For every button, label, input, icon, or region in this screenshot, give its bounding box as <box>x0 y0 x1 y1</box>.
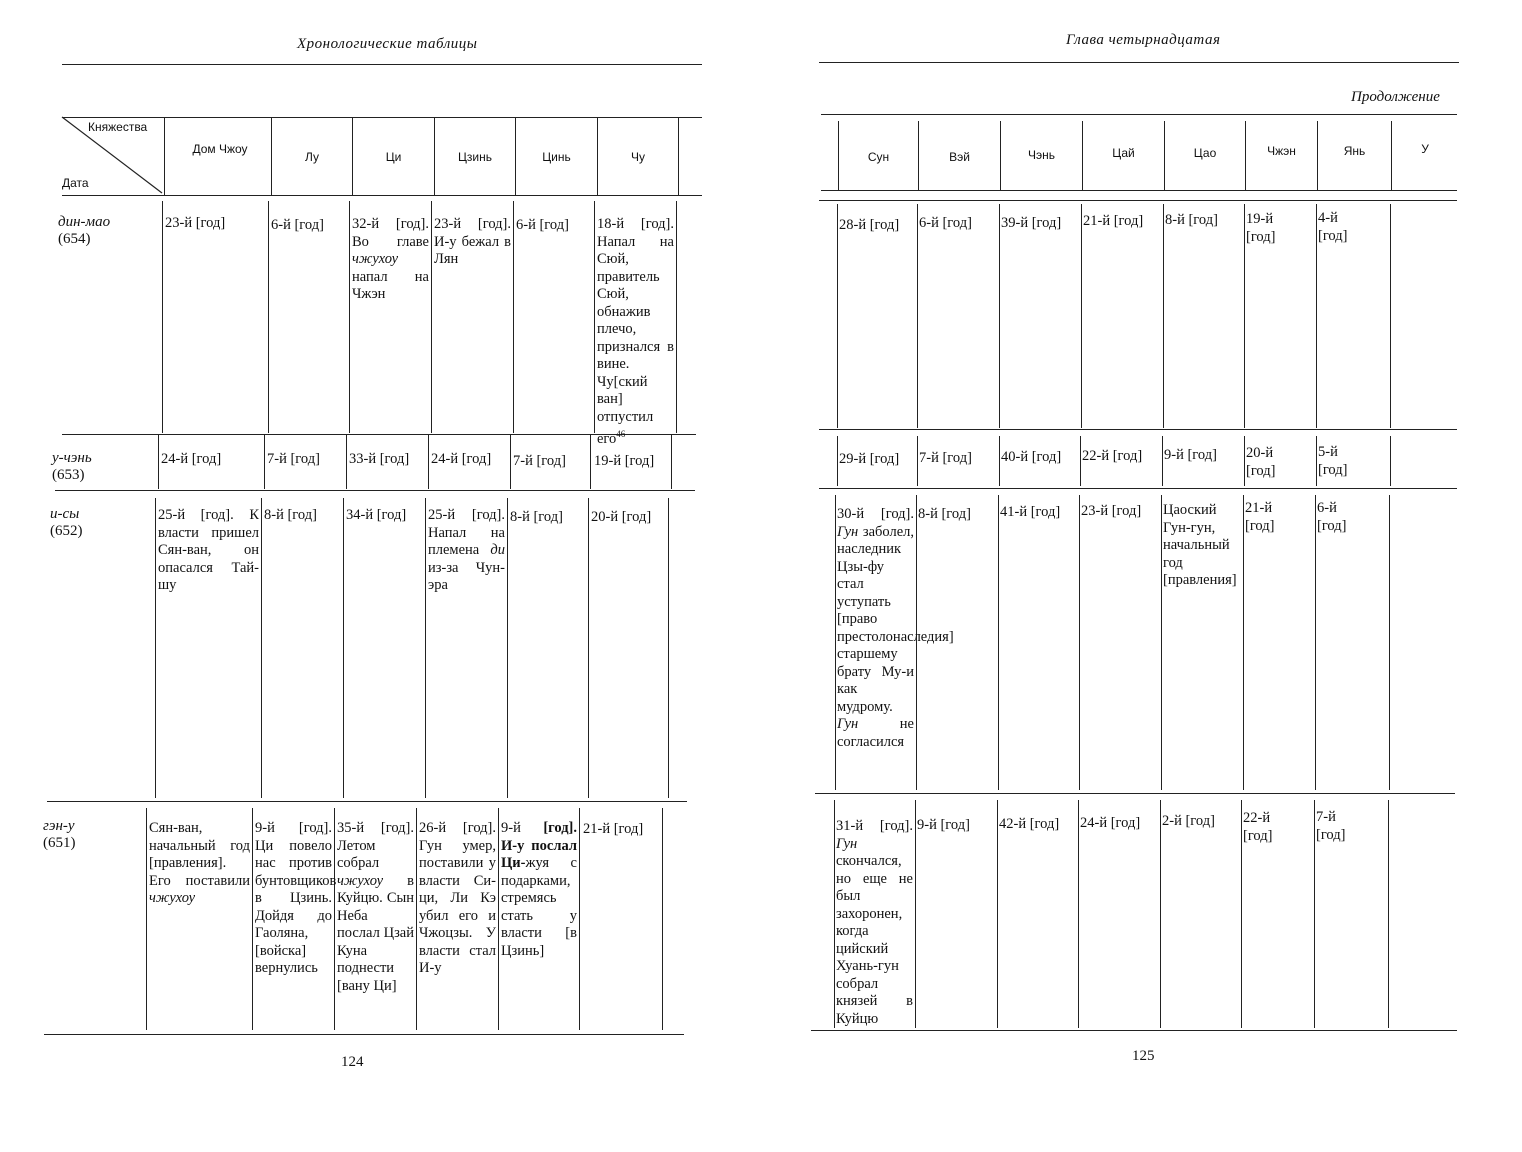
table-cell: 32-й [год]. Во главе чжухоу напал на Чжэн <box>352 216 429 302</box>
table-cell: 8-й [год] <box>264 507 317 523</box>
table-cell: 24-й [год] <box>1080 815 1141 831</box>
table-cell: 6-й [год] <box>271 217 324 233</box>
cell-divider <box>668 498 669 798</box>
table-cell: Цаоский Гун-гун, начальный год [правления] <box>1163 502 1237 588</box>
cell-divider <box>146 808 147 1030</box>
table-cell: 33-й [год] <box>349 451 410 467</box>
col-header-song: Сун <box>867 150 890 164</box>
cell-divider <box>1390 204 1391 428</box>
col-header-yan: Янь <box>1343 144 1366 158</box>
table-cell: 9-й [год]. Ци повело нас против бунтовщиков в Цзинь. Дойдя до Гаоляна, [войска] вернулись <box>255 820 337 976</box>
cell-divider <box>507 498 508 798</box>
table-cell: 22-й [год] <box>1082 448 1143 464</box>
table-cell: 4-й [год] <box>1318 210 1348 244</box>
col-header-qin: Цинь <box>542 150 571 164</box>
cell-divider <box>834 800 835 1028</box>
running-head: Хронологические таблицы <box>297 36 478 52</box>
col-divider <box>1391 121 1392 191</box>
table-cell: 20-й [год] <box>591 509 652 525</box>
table-bottom-rule <box>44 1034 684 1035</box>
cell-divider <box>1314 800 1315 1028</box>
table-cell: 2-й [год] <box>1162 813 1215 829</box>
col-header-wei: Вэй <box>949 150 970 164</box>
table-cell: 42-й [год] <box>999 816 1060 832</box>
cell-divider <box>416 808 417 1030</box>
table-cell: 23-й [год] <box>165 215 226 231</box>
cell-divider <box>588 498 589 798</box>
cell-divider <box>1162 436 1163 486</box>
page-number: 125 <box>1132 1048 1155 1064</box>
cell-divider <box>1316 204 1317 428</box>
cell-divider <box>155 498 156 798</box>
table-cell: 20-й [год] <box>1246 445 1276 479</box>
cell-divider <box>1316 436 1317 486</box>
row-date: у-чэнь (653) <box>52 450 92 483</box>
running-head: Глава четырнадцатая <box>1066 32 1221 48</box>
table-cell: 6-й [год] <box>1317 500 1347 534</box>
right-page <box>761 0 1522 1152</box>
row-rule <box>815 793 1455 794</box>
table-cell: 21-й [год] <box>1083 213 1144 229</box>
table-bottom-rule <box>811 1030 1457 1031</box>
table-cell: 18-й [год]. Напал на Сюй, правитель Сюй, обнажив плечо, признался в вине. Чу[ский ван] отпустил его$^{46}$ <box>597 216 674 447</box>
cell-divider <box>261 498 262 798</box>
cell-divider <box>917 204 918 428</box>
table-cell: 8-й [год] <box>510 509 563 525</box>
cell-divider <box>510 435 511 489</box>
col-header-chen: Чэнь <box>1028 148 1055 162</box>
cell-divider <box>835 495 836 790</box>
cell-divider <box>671 435 672 489</box>
col-header-zheng: Чжэн <box>1267 144 1296 158</box>
table-cell: 9-й [год]. И-у послал Ци-жуя с подарками, стремясь стать у власти [в Цзинь] <box>501 820 577 959</box>
cell-divider <box>662 808 663 1030</box>
table-header-rule <box>821 190 1457 191</box>
cell-divider <box>425 498 426 798</box>
row-rule <box>47 801 687 802</box>
table-cell: 26-й [год]. Гун умер, поставили у власти Си-ци, Ли Кэ убил его и Чжоцзы. У власти стал И-у <box>419 820 496 976</box>
table-cell: 22-й [год] <box>1243 810 1273 844</box>
head-rule <box>819 62 1459 63</box>
cell-divider <box>1244 204 1245 428</box>
table-cell: 5-й [год] <box>1318 444 1348 478</box>
cell-divider <box>268 201 269 433</box>
table-cell: 39-й [год] <box>1001 215 1062 231</box>
cell-divider <box>1081 204 1082 428</box>
cell-divider <box>915 800 916 1028</box>
table-cell: 9-й [год] <box>1164 447 1217 463</box>
table-cell: 7-й [год] <box>267 451 320 467</box>
cell-divider <box>998 495 999 790</box>
cell-divider <box>264 435 265 489</box>
cell-divider <box>428 435 429 489</box>
table-top-rule <box>821 114 1457 115</box>
cell-divider <box>917 436 918 486</box>
cell-divider <box>1388 800 1389 1028</box>
continuation-label: Продолжение <box>1351 89 1440 105</box>
cell-divider <box>1079 495 1080 790</box>
cell-divider <box>1163 204 1164 428</box>
table-cell: 24-й [год] <box>161 451 222 467</box>
row-rule <box>55 490 695 491</box>
cell-divider <box>513 201 514 433</box>
row-date: дин-мао (654) <box>58 214 111 247</box>
table-cell: 9-й [год] <box>917 817 970 833</box>
table-cell: 23-й [год]. И-у бежал в Лян <box>434 216 511 267</box>
table-cell: 25-й [год]. К власти пришел Сян-ван, он опасался Тай-шу <box>158 507 259 593</box>
cell-divider <box>579 808 580 1030</box>
table-cell: 25-й [год]. Напал на племена ди из-за Чун-эра <box>428 507 505 593</box>
cell-divider <box>997 800 998 1028</box>
row-date: гэн-у (651) <box>43 818 76 851</box>
table-cell: 24-й [год] <box>431 451 492 467</box>
table-cell: 7-й [год] <box>919 450 972 466</box>
table-cell: 19-й [год] <box>594 453 655 469</box>
cell-divider <box>594 201 595 433</box>
cell-divider <box>676 201 677 433</box>
col-header-zhou: Дом Чжоу <box>192 142 248 156</box>
table-cell: 30-й [год]. Гун заболел, наследник Цзы-фу стал уступать [право престолонаследия] старшему брату Му-и как мудрому. Гун не согласился <box>837 506 954 750</box>
cell-divider <box>837 204 838 428</box>
cell-divider <box>999 436 1000 486</box>
cell-divider <box>1160 800 1161 1028</box>
col-header-lu: Лу <box>304 150 319 164</box>
col-header-cai: Цай <box>1112 146 1135 160</box>
col-header-qi: Ци <box>385 150 402 164</box>
cell-divider <box>1244 436 1245 486</box>
table-cell: 8-й [год] <box>918 506 971 522</box>
table-cell: 6-й [год] <box>516 217 569 233</box>
cell-divider <box>1243 495 1244 790</box>
table-cell: 41-й [год] <box>1000 504 1061 520</box>
cell-divider <box>349 201 350 433</box>
cell-divider <box>1315 495 1316 790</box>
cell-divider <box>1161 495 1162 790</box>
cell-divider <box>1390 436 1391 486</box>
col-header-cao: Цао <box>1193 146 1217 160</box>
table-cell: 6-й [год] <box>919 215 972 231</box>
row-date: и-сы (652) <box>50 506 83 539</box>
cell-divider <box>431 201 432 433</box>
table-cell: 21-й [год] <box>1245 500 1275 534</box>
cell-divider <box>1078 800 1079 1028</box>
row-rule <box>819 429 1457 430</box>
table-cell: 40-й [год] <box>1001 449 1062 465</box>
table-cell: 21-й [год] <box>583 821 644 837</box>
col-header-wu: У <box>1421 142 1429 156</box>
cell-divider <box>334 808 335 1030</box>
table-cell: Сян-ван, начальный год [правления]. Его поставили чжухоу <box>149 820 250 906</box>
corner-label-top: Княжества <box>88 120 148 134</box>
cell-divider <box>1080 436 1081 486</box>
page-number: 124 <box>341 1054 364 1070</box>
cell-divider <box>158 435 159 489</box>
table-cell: 8-й [год] <box>1165 212 1218 228</box>
cell-divider <box>837 436 838 486</box>
cell-divider <box>346 435 347 489</box>
col-divider <box>678 118 679 196</box>
col-header-chu: Чу <box>631 150 645 164</box>
cell-divider <box>1389 495 1390 790</box>
cell-divider <box>999 204 1000 428</box>
table-cell: 35-й [год]. Летом собрал чжухоу в Куйцю. Сын Неба послал Цзай Куна поднести [вану Ци] <box>337 820 414 994</box>
table-cell: 34-й [год] <box>346 507 407 523</box>
head-rule <box>62 64 702 65</box>
table-cell: 19-й [год] <box>1246 211 1276 245</box>
table-cell: 29-й [год] <box>839 451 900 467</box>
cell-divider <box>590 435 591 489</box>
table-cell: 7-й [год] <box>1316 809 1346 843</box>
cell-divider <box>1241 800 1242 1028</box>
corner-label-bottom: Дата <box>62 176 89 190</box>
cell-divider <box>162 201 163 433</box>
table-cell: 7-й [год] <box>513 453 566 469</box>
cell-divider <box>498 808 499 1030</box>
cell-divider <box>252 808 253 1030</box>
row-rule <box>819 488 1457 489</box>
table-cell: 23-й [год] <box>1081 503 1142 519</box>
col-header-jin: Цзинь <box>458 150 492 164</box>
row-rule <box>819 200 1457 201</box>
cell-divider <box>343 498 344 798</box>
table-cell: 31-й [год]. Гун скончался, но еще не был захоронен, когда цийский Хуань-гун собрал князей в Куйцю <box>836 818 913 1027</box>
table-cell: 28-й [год] <box>839 217 900 233</box>
